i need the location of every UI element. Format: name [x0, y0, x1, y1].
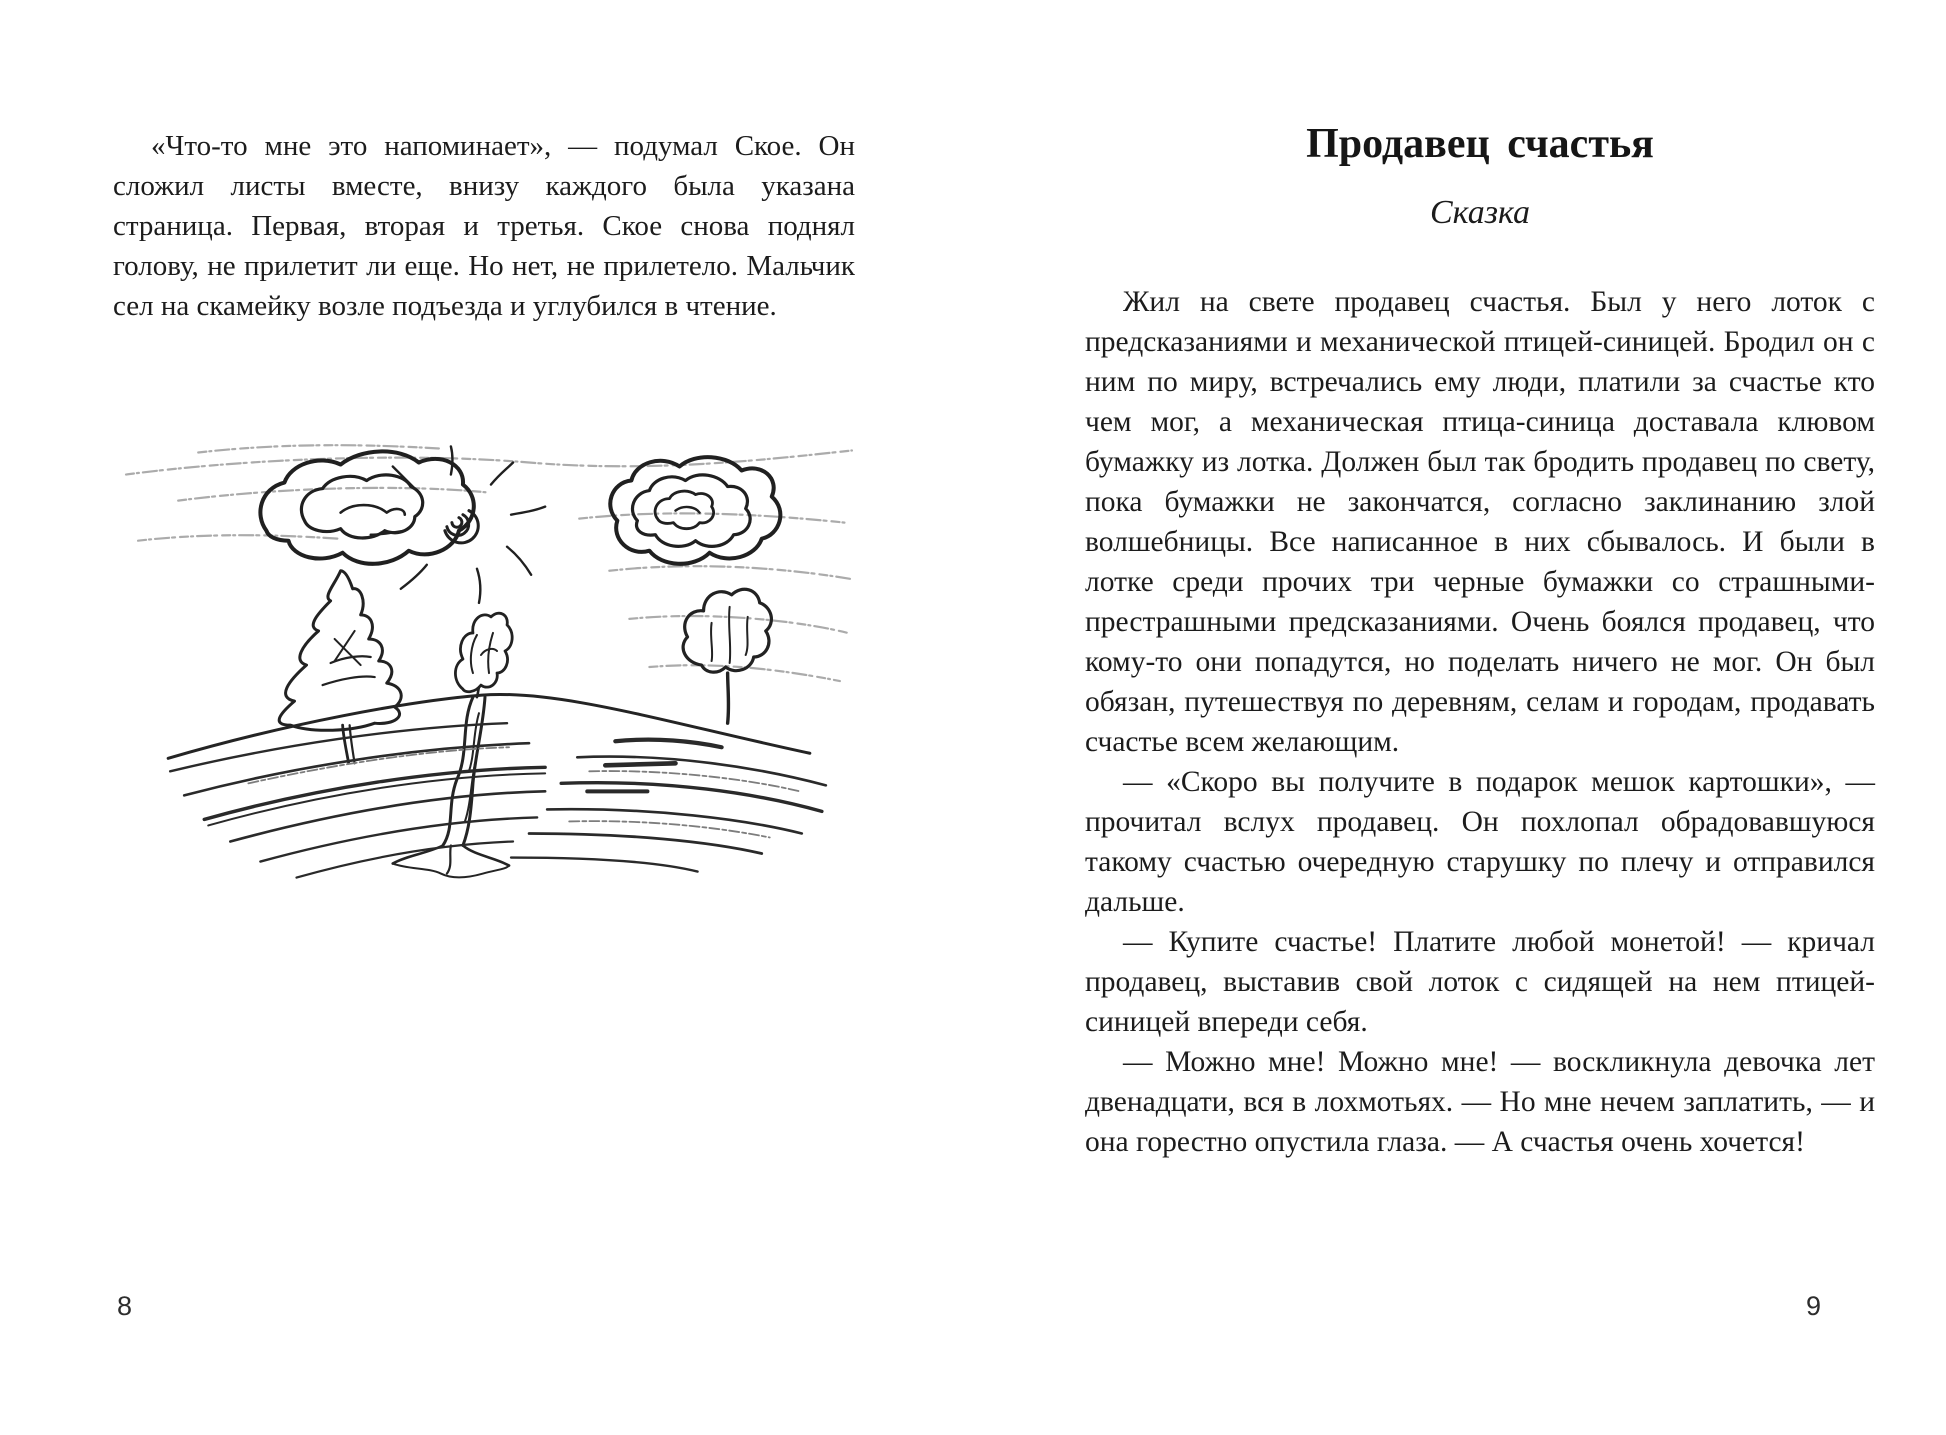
- landscape-sketch-illustration: [108, 422, 870, 884]
- left-page-paragraph: «Что-то мне это напоминает», — подумал Ское. Он сложил листы вместе, внизу каждого была указана страница. Первая, вторая и третья. Ское снова поднял голову, не прилетит ли еще. Но нет, не прилетело. Мальчик сел на скамейку возле подъезда и углубился в чтение.: [113, 130, 855, 322]
- landscape-sketch-svg: [108, 422, 870, 884]
- page-number-right: 9: [1806, 1291, 1822, 1321]
- story-body: [1085, 282, 1875, 1162]
- field-furrows-sketch: [170, 723, 826, 877]
- story-paragraph: — «Скоро вы получите в подарок мешок картошки», — прочитал вслух продавец. Он похлопал обрадовавшуюся такому счастью очередную старушку по плечу и отправился дальше.: [1085, 766, 1875, 918]
- story-paragraph: — Купите счастье! Платите любой монетой! — кричал продавец, выставив свой лоток с сидящей на нем птицей-синицей впереди себя.: [1085, 926, 1875, 1038]
- page-number-left: 8: [117, 1291, 133, 1321]
- page-right: [973, 0, 1946, 1435]
- story-title: Продавец счастья: [1306, 121, 1654, 167]
- story-subtitle: Сказка: [1429, 194, 1531, 231]
- cloud-left-sketch: [260, 451, 473, 563]
- right-tree-sketch: [683, 589, 771, 723]
- story-paragraph: Жил на свете продавец счастья. Был у него лоток с предсказаниями и механической птицей-синицей. Бродил он с ним по миру, встречались ему люди, платили за счастье кто чем мог, а механическая птица-синица доставала клювом бумажку из лотка. Должен был так бродить продавец по свету, пока бумажки не закончатся, согласно заклинанию злой волшебницы. Все написанное в них сбывалось. И были в лотке среди прочих три черные бумажки со страшными-престрашными предсказаниями. Очень боялся продавец, что кому-то они попадутся, но поделать ничего не мог. Он был обязан, путешествуя по деревням, селам и городам, продавать счастье всем желающим.: [1085, 286, 1875, 758]
- story-paragraph: — Можно мне! Можно мне! — воскликнула девочка лет двенадцати, вся в лохмотьях. — Но мне нечем заплатить, — и она горестно опустила глаза. — А счастья очень хочется!: [1085, 1046, 1875, 1158]
- cloud-right-sketch: [610, 457, 780, 564]
- fir-tree-sketch: [279, 571, 401, 764]
- middle-tree-sketch: [455, 613, 512, 697]
